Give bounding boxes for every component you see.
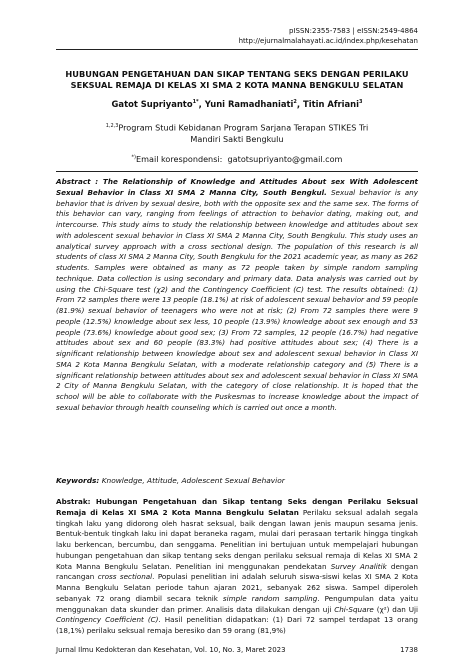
abstract-indonesian-body-6: . Hasil penelitian didapatkan: (1) Dari 72 sampel terdapat 13 orang (18,1%) perilaku seksual remaja beresiko dan 59 orang (81,9%) (56, 615, 418, 635)
title-divider (56, 171, 418, 172)
abstract-indonesian (56, 497, 418, 637)
title-line-2: SEKSUAL REMAJA DI KELAS XI SMA 2 KOTA MANNA BENGKULU SELATAN (70, 80, 404, 90)
footer-journal: Jurnal Ilmu Kedokteran dan Kesehatan, Vol. 10, No. 3, Maret 2023 (56, 646, 286, 654)
term-sampling: simple random sampling (222, 593, 318, 603)
header-divider (56, 49, 418, 50)
correspondence-email (56, 154, 418, 164)
author-sep: , (198, 99, 205, 109)
affiliation-sup: 1,2,3 (105, 123, 119, 129)
abstract-english-heading: Abstract : The Relationship of Knowledge and Attitudes About sex With Adolescent Sexual Behavior in Class XI SMA 2 Manna City, South Bengkul. (56, 177, 418, 197)
abstract-english (56, 177, 418, 414)
author-sep: , (296, 99, 303, 109)
term-chi-square: Chi-Square (334, 604, 374, 614)
header-url[interactable]: http://ejurnalmalahayati.ac.id/index.php/kesehatan (238, 37, 418, 45)
author-1: Gatot Supriyanto (111, 99, 193, 109)
author-2-sup: 2 (293, 99, 297, 106)
abstract-english-body: Sexual behavior is any behavior that is driven by sexual desire, both with the opposite sex and the same sex. The forms of this behavior can vary, ranging from feelings of attraction to behavior dating, making out, and intercourse. This study aims to study the relationship between knowledge and attitudes about sex with adolescent sexual behavior in Class XI SMA 2 Manna City, South Bengkulu. This study uses an analytical survey approach with a cross sectional design. The population of this research is all students of class XI SMA 2 Manna City, South Bengkulu for the 2021 academic year, as many as 262 students. Samples were obtained as many as 72 people taken by simple random sampling technique. Data collection is using secondary and primary data. Data analysis was carried out by using the Chi-Square test (χ2) and the Contingency Coefficient (C) test. The results obtained: (1) From 72 samples there were 13 people (18.1%) at risk of adolescent sexual behavior and 59 people (81.9%) sexual behavior of teenagers who were not at risk; (2) From 72 samples there were 9 people (12.5%) knowledge about sex less, 10 people (13.9%) knowledge about sex enough and 53 people (73.6%) knowledge about good sex; (3) From 72 samples, 12 people (16.7%) had negative attitudes about sex and 60 people (83.3%) had positive attitudes about sex; (4) There is a significant relationship between knowledge about sex and adolescent sexual behavior in Class XI SMA 2 Kota Manna Bengkulu Selatan, with a moderate relationship category and (5) There is a significant relationship between attitudes about sex and adolescent sexual behavior in Class XI SMA 2 City of Manna Bengkulu Selatan, with the category of close relationship. It is hoped that the school will be able to collaborate with the Puskesmas to increase knowledge about the impact of sexual behavior through health counseling which is carried out once a month. (56, 187, 418, 412)
email-address[interactable]: gatotsupriyanto@gmail.com (227, 154, 343, 164)
abstract-indonesian-body-5: (χ²) dan Uji (373, 604, 418, 614)
paper-title (56, 69, 418, 91)
keywords-value: Knowledge, Attitude, Adolescent Sexual Behavior (99, 476, 285, 485)
term-contingency: Contingency Coefficient (C) (56, 615, 159, 625)
term-cross-sectional: cross sectional (97, 572, 153, 582)
affiliation-line-2: Mandiri Sakti Bengkulu (190, 133, 284, 144)
author-list (56, 99, 418, 109)
abstract-indonesian-body: Perilaku seksual adalah segala tingkah laku yang didorong oleh hasrat seksual, baik dengan lawan jenis maupun sesama jenis. Bentuk-bentuk tingkah laku ini dapat beraneka ragam, mulai dari perasaan tertarik hingga tingkah laku berkencan, bercumbu, dan senggama. Penelitian ini bertujuan untuk mempelajari hubungan hubungan pengetahuan dan sikap tentang seks dengan perilaku seksual remaja di Kelas XI SMA 2 Kota Manna Bengkulu Selatan. Penelitian ini menggunakan pendekatan (56, 507, 418, 571)
author-3: Titin Afriani (303, 99, 359, 109)
page-footer (56, 646, 418, 654)
keywords-label: Keywords: (56, 476, 100, 485)
email-label: Email korespondensi: (136, 154, 223, 164)
abstract-indonesian-heading: Abstrak: Hubungan Pengetahuan dan Sikap tentang Seks dengan Perilaku Seksual Remaja di Kelas XI SMA 2 Kota Manna Bengkulu Selatan (56, 497, 418, 517)
affiliation-line-1: Program Studi Kebidanan Program Sarjana Terapan STIKES Tri (118, 122, 369, 133)
keywords (56, 476, 418, 485)
header-issn: pISSN:2355-7583 | eISSN:2549-4864 (289, 27, 418, 35)
affiliation (90, 121, 384, 145)
abstract-indonesian-body-3: . Populasi penelitian ini adalah seluruh siswa-siswi kelas XI SMA 2 Kota Manna Bengkulu Selatan periode tahun ajaran 2021, sebanyak 262 siswa. Sampel diperoleh sebanyak 72 orang diambil secara teknik (56, 572, 419, 603)
title-line-1: HUBUNGAN PENGETAHUAN DAN SIKAP TENTANG SEKS DENGAN PERILAKU (65, 69, 409, 79)
email-sup: *) (131, 154, 136, 161)
abstract-indonesian-body-4: . Pengumpulan data yaitu menggunakan data skunder dan primer. Analisis data dilakukan dengan uji (56, 593, 418, 614)
author-3-sup: 3 (358, 99, 363, 106)
term-survey: Survey Analitik (330, 561, 387, 571)
author-1-sup: 1* (192, 99, 199, 106)
author-2: Yuni Ramadhaniati (204, 99, 294, 109)
page-number: 1738 (400, 646, 418, 654)
abstract-indonesian-body-2: dengan rancangan (56, 561, 418, 582)
